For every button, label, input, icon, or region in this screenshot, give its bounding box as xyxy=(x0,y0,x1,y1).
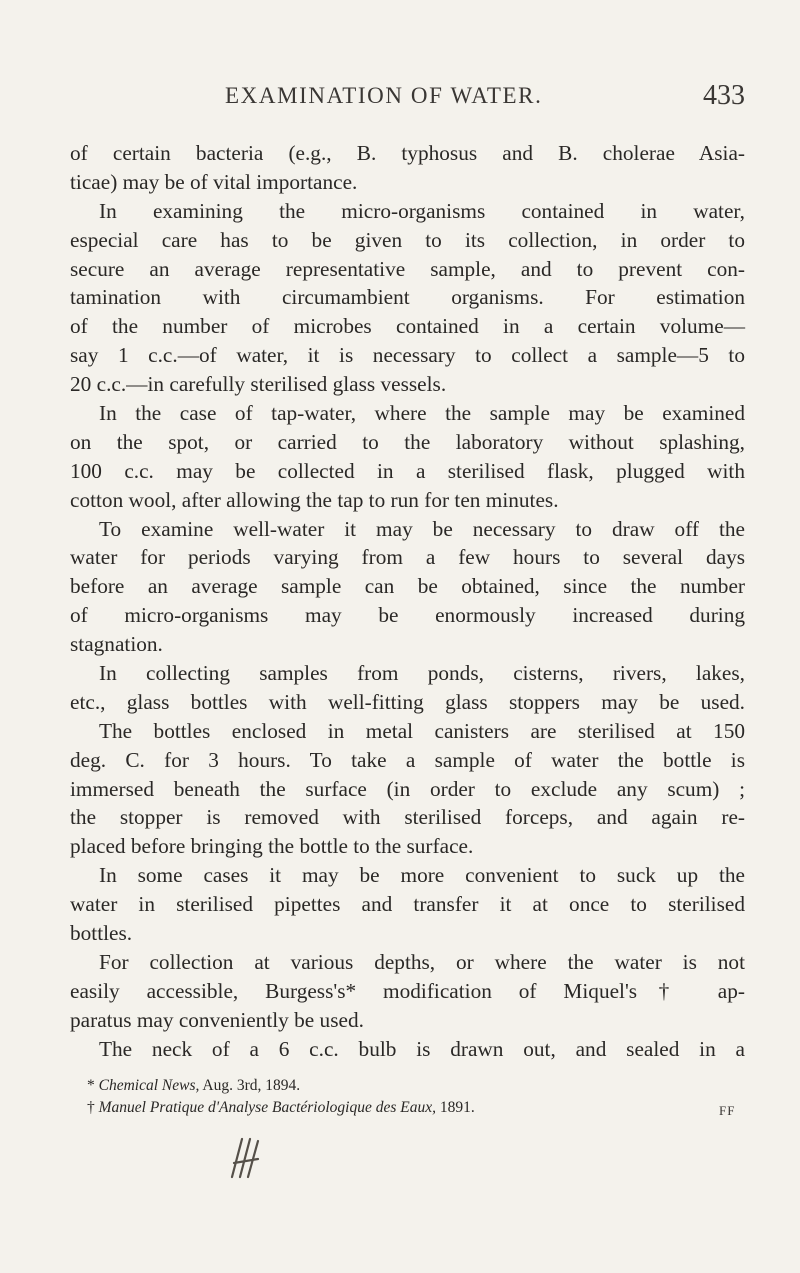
text-line: To examine well-water it may be necessary to draw off the xyxy=(99,516,745,541)
text-line: cotton wool, after allowing the tap to run for ten minutes. xyxy=(70,487,559,512)
text-line: In the case of tap-water, where the sample may be examined xyxy=(99,401,745,426)
text-line: bottles. xyxy=(70,921,133,946)
text-line: the stopper is removed with sterilised forceps, and again re- xyxy=(70,805,745,830)
text-line: say 1 c.c.—of water, it is necessary to collect a sample—5 to xyxy=(70,343,745,368)
text-line: especial care has to be given to its collection, in order to xyxy=(70,227,745,252)
text-line: 20 c.c.—in carefully sterilised glass vessels. xyxy=(70,372,447,397)
text-line: 100 c.c. may be collected in a sterilised flask, plugged with xyxy=(70,458,745,483)
text-line: placed before bringing the bottle to the surface. xyxy=(70,834,474,859)
text-line: For collection at various depths, or where the water is not xyxy=(99,949,745,974)
text-line: In collecting samples from ponds, cisterns, rivers, lakes, xyxy=(99,661,745,686)
footnote-source: Manuel Pratique d'Analyse Bactériologique des Eaux, xyxy=(98,1099,436,1116)
running-title: EXAMINATION OF WATER. xyxy=(225,83,543,108)
text-line: In some cases it may be more convenient to suck up the xyxy=(99,863,745,888)
text-line: secure an average representative sample, and to prevent con- xyxy=(70,256,745,281)
text-line: ticae) may be of vital importance. xyxy=(70,169,358,194)
text-line: etc., glass bottles with well-fitting glass stoppers may be used. xyxy=(70,689,745,714)
text-line: easily accessible, Burgess's* modification of Miquel's† ap- xyxy=(70,978,745,1003)
running-header xyxy=(225,80,745,123)
footnote-marker: † xyxy=(87,1099,95,1116)
text-line: water for periods varying from a few hours to several days xyxy=(70,545,745,570)
body-text xyxy=(70,139,745,1064)
footnote-source: Chemical News, xyxy=(98,1077,200,1094)
text-line: immersed beneath the surface (in order to exclude any scum) ; xyxy=(70,776,745,801)
page-number: 433 xyxy=(703,80,745,111)
text-line: The bottles enclosed in metal canisters are sterilised at 150 xyxy=(99,718,745,743)
footnote-detail: 1891. xyxy=(435,1099,475,1116)
text-line: water in sterilised pipettes and transfer it at once to sterilised xyxy=(70,892,745,917)
footnote xyxy=(70,1075,745,1097)
text-line: The neck of a 6 c.c. bulb is drawn out, and sealed in a xyxy=(99,1036,745,1061)
text-line: stagnation. xyxy=(70,632,163,657)
ink-mark-icon xyxy=(228,1133,264,1179)
text-line: paratus may conveniently be used. xyxy=(70,1007,364,1032)
text-line: on the spot, or carried to the laboratory without splashing, xyxy=(70,429,745,454)
text-line: In examining the micro-organisms contained in water, xyxy=(99,198,745,223)
signature-mark: FF xyxy=(719,1103,736,1118)
footnotes xyxy=(70,1075,745,1119)
text-line: before an average sample can be obtained, since the number xyxy=(70,574,745,599)
text-line: of micro-organisms may be enormously increased during xyxy=(70,603,745,628)
text-line: of the number of microbes contained in a certain volume— xyxy=(70,314,745,339)
text-line: of certain bacteria (e.g., B. typhosus and B. cholerae Asia- xyxy=(70,141,745,165)
footnote xyxy=(70,1097,745,1119)
footnote-marker: * xyxy=(87,1077,95,1094)
text-line: deg. C. for 3 hours. To take a sample of water the bottle is xyxy=(70,747,745,772)
footnote-detail: Aug. 3rd, 1894. xyxy=(199,1077,301,1094)
text-line: tamination with circumambient organisms. For estimation xyxy=(70,285,745,310)
